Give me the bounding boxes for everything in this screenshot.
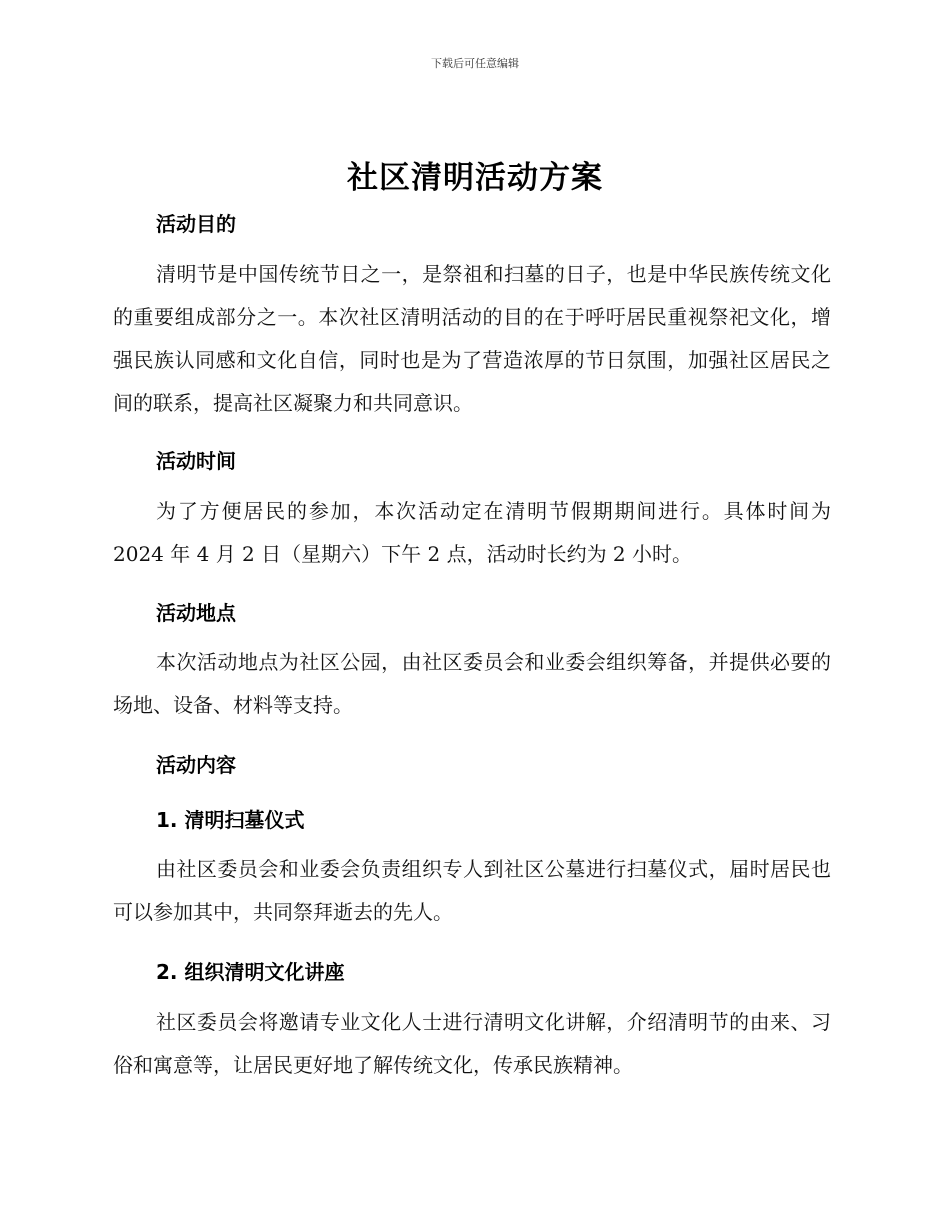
subsection-heading-tomb-sweeping: 1. 清明扫墓仪式 bbox=[156, 808, 305, 832]
section-paragraph-purpose: 清明节是中国传统节日之一，是祭祖和扫墓的日子，也是中华民族传统文化的重要组成部分之一。本次社区清明活动的目的在于呼吁居民重视祭祀文化，增强民族认同感和文化自信，同时也是为了营造浓厚的节日氛围，加强社区居民之间的联系，提高社区凝聚力和共同意识。 bbox=[113, 262, 831, 415]
section-heading-purpose: 活动目的 bbox=[156, 212, 236, 236]
subsection-heading-lecture: 2. 组织清明文化讲座 bbox=[156, 960, 345, 984]
header-note: 下载后可任意编辑 bbox=[431, 57, 519, 70]
section-heading-content: 活动内容 bbox=[156, 753, 236, 777]
section-heading-location: 活动地点 bbox=[156, 601, 236, 625]
subsection-paragraph-tomb-sweeping: 由社区委员会和业委会负责组织专人到社区公墓进行扫墓仪式，届时居民也可以参加其中，共同祭拜逝去的先人。 bbox=[113, 857, 831, 924]
document-title: 社区清明活动方案 bbox=[347, 160, 603, 196]
section-heading-time: 活动时间 bbox=[156, 449, 236, 473]
subsection-paragraph-lecture: 社区委员会将邀请专业文化人士进行清明文化讲解，介绍清明节的由来、习俗和寓意等，让居民更好地了解传统文化，传承民族精神。 bbox=[113, 1010, 831, 1077]
section-paragraph-location: 本次活动地点为社区公园，由社区委员会和业委会组织筹备，并提供必要的场地、设备、材料等支持。 bbox=[113, 650, 831, 717]
section-paragraph-time: 为了方便居民的参加，本次活动定在清明节假期期间进行。具体时间为 2024 年 4 月 2 日（星期六）下午 2 点，活动时长约为 2 小时。 bbox=[113, 499, 831, 566]
